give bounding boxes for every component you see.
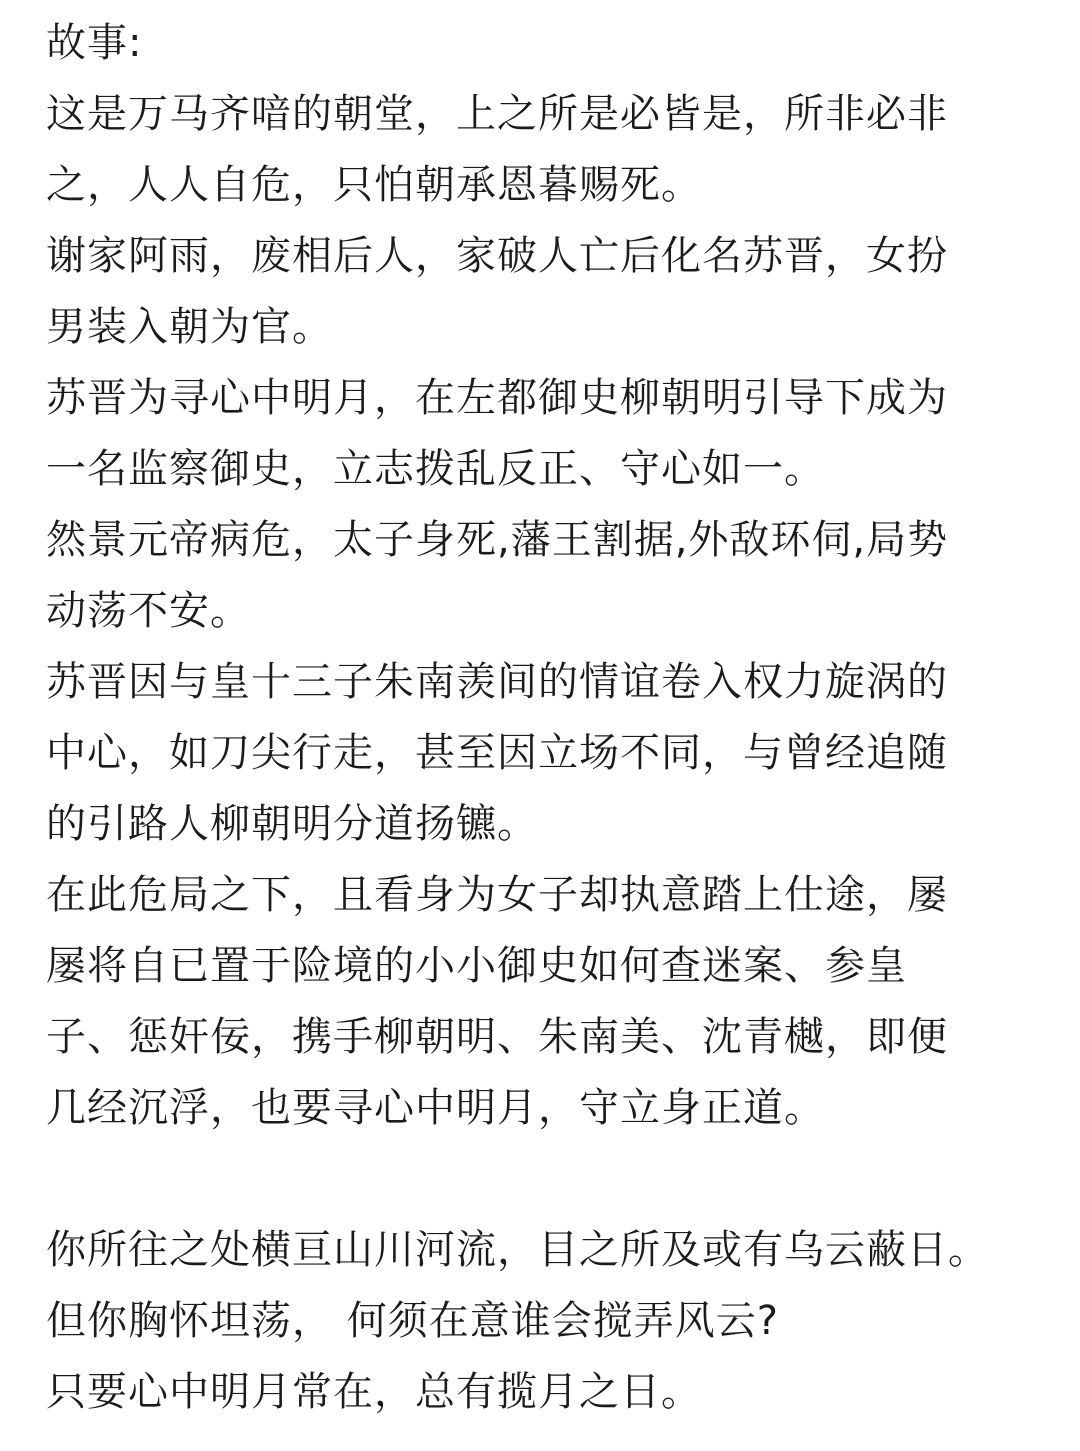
text-line-2: 之，人人自危，只怕朝承恩暮赐死。 [46,162,702,208]
text-line-4: 男装入朝为官。 [46,304,333,350]
paragraph-gap [46,1144,1060,1215]
text-line-1: 这是万马齐喑的朝堂，上之所是必皆是，所非必非 [46,91,948,137]
text-line-12: 在此危局之下，且看身为女子却执意踏上仕途，屡 [46,872,948,918]
document-title: 故事: [46,20,143,66]
text-line-15: 几经沉浮，也要寻心中明月，守立身正道。 [46,1085,825,1131]
text-line-13: 屡将自已置于险境的小小御史如何查迷案、参皇 [46,943,907,989]
document-page [0,8,1080,1451]
text-line-14: 子、惩奸佞，携手柳朝明、朱南美、沈青樾，即便 [46,1014,948,1060]
text-line-7: 然景元帝病危，太子身死,藩王割据,外敌环伺,局势 [46,517,949,563]
text-line-5: 苏晋为寻心中明月，在左都御史柳朝明引导下成为 [46,375,948,421]
text-line-9: 苏晋因与皇十三子朱南羡间的情谊卷入权力旋涡的 [46,659,948,705]
text-line-10: 中心，如刀尖行走，甚至因立场不同，与曾经追随 [46,730,948,776]
closing-line-2: 但你胸怀坦荡， 何须在意谁会搅弄风云? [46,1298,779,1344]
closing-line-1: 你所往之处横亘山川河流，目之所及或有乌云蔽日。 [46,1227,989,1273]
closing-line-3: 只要心中明月常在，总有揽月之日。 [46,1369,702,1415]
text-line-6: 一名监察御史，立志拨乱反正、守心如一。 [46,446,825,492]
text-line-3: 谢家阿雨，废相后人，家破人亡后化名苏晋，女扮 [46,233,948,279]
text-line-8: 动荡不安。 [46,588,251,634]
text-line-11: 的引路人柳朝明分道扬镳。 [46,801,538,847]
